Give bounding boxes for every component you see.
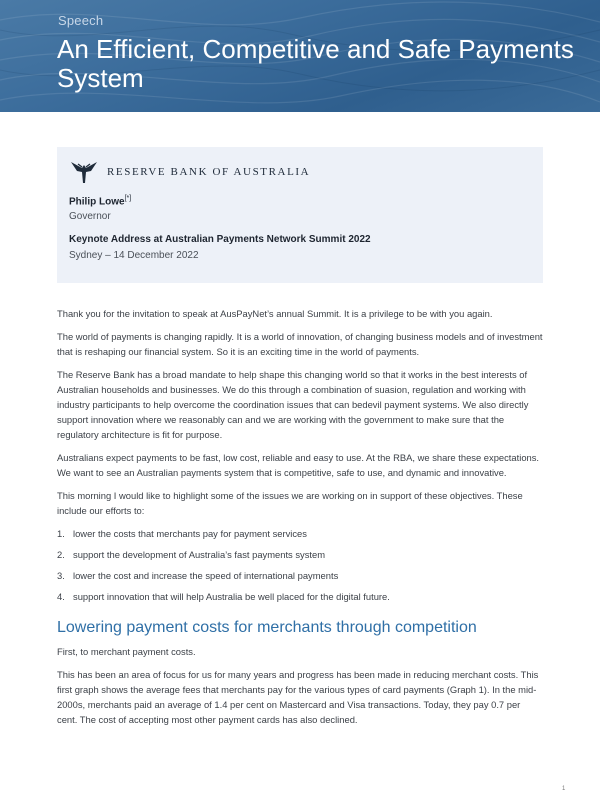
paragraph: The world of payments is changing rapidly. It is a world of innovation, of changing business models and of investment that is reshaping our financial system. So it is an exciting time in the world of payments. bbox=[57, 331, 543, 357]
list-item-text: lower the costs that merchants pay for payment services bbox=[73, 528, 307, 539]
list-item-text: support the development of Australia’s fast payments system bbox=[73, 549, 326, 560]
section-heading: Lowering payment costs for merchants through competition bbox=[57, 619, 477, 636]
speech-body bbox=[57, 306, 543, 735]
logo-text: RESERVE BANK OF AUSTRALIA bbox=[107, 166, 311, 178]
list-item bbox=[57, 547, 543, 562]
paragraph: This morning I would like to highlight some of the issues we are working on in support of these objectives. These include our efforts to: bbox=[57, 490, 523, 516]
paragraph: Thank you for the invitation to speak at AusPayNet’s annual Summit. It is a privilege to be with you again. bbox=[57, 308, 493, 319]
document-type-label: Speech bbox=[58, 13, 104, 28]
list-number: 1. bbox=[57, 528, 65, 539]
paragraph: The Reserve Bank has a broad mandate to help shape this changing world so that it works in the best interests of Australian households and businesses. We do this through a combination of suasion, regulation and working with industry participants to help overcome the coordination issues that can bedevil payment systems. We also directly support innovation where we reasonably can and we are working with the government to make sure that the regulatory architecture is fit for purpose. bbox=[57, 369, 529, 440]
page-number: 1 bbox=[562, 786, 566, 792]
list-item-text: lower the cost and increase the speed of international payments bbox=[73, 570, 339, 581]
footnote-link[interactable]: [*] bbox=[124, 195, 132, 202]
event-place-date: Sydney – 14 December 2022 bbox=[69, 250, 199, 261]
paragraph: Australians expect payments to be fast, low cost, reliable and easy to use. At the RBA, we share these expectations. We want to see an Australian payments system that is competitive, safe to use, and dynamic and innovative. bbox=[57, 452, 540, 478]
speaker-info-card bbox=[57, 147, 543, 283]
header-banner bbox=[0, 0, 600, 112]
page-title: An Efficient, Competitive and Safe Payments System bbox=[57, 34, 574, 93]
list-item bbox=[57, 589, 543, 604]
list-number: 4. bbox=[57, 591, 65, 602]
speaker-name bbox=[69, 195, 131, 207]
list-item-text: support innovation that will help Australia be well placed for the digital future. bbox=[73, 591, 390, 602]
paragraph: First, to merchant payment costs. bbox=[57, 646, 196, 657]
paragraph: This has been an area of focus for us for many years and progress has been made in reducing merchant costs. This first graph shows the average fees that merchants pay for the various types of card payments (Graph 1). In the mid-2000s, merchants paid an average of 1.4 per cent on Mastercard and Visa transactions. Today, they pay 0.7 per cent. The cost of accepting most other payment cards has also declined. bbox=[57, 669, 539, 725]
rba-emblem-icon bbox=[69, 159, 99, 185]
objectives-list bbox=[57, 526, 543, 604]
list-number: 3. bbox=[57, 570, 65, 581]
list-item bbox=[57, 568, 543, 583]
speaker-role: Governor bbox=[69, 211, 111, 222]
event-title: Keynote Address at Australian Payments Network Summit 2022 bbox=[69, 234, 371, 245]
list-item bbox=[57, 526, 543, 541]
speaker-name-text: Philip Lowe bbox=[69, 196, 125, 208]
list-number: 2. bbox=[57, 549, 65, 560]
